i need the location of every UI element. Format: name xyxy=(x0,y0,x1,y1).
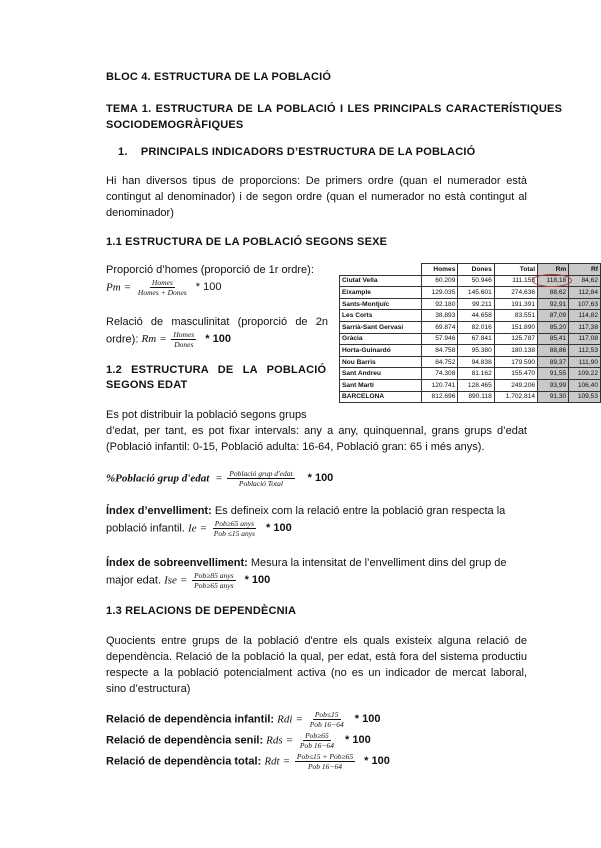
col-header-homes: Homes xyxy=(422,264,458,276)
table-cell-rm: 91,55 xyxy=(538,368,569,380)
sub11-title: 1.1 ESTRUCTURA DE LA POBLACIÓ SEGONS SEXE xyxy=(106,236,388,248)
table-row xyxy=(340,379,601,391)
dependencia-senil-multiplier: * 100 xyxy=(345,734,371,747)
sub12-title-line1: 1.2 ESTRUCTURA DE LA POBLACIÓ xyxy=(106,364,327,376)
table-cell-homes: 812.696 xyxy=(422,391,458,403)
table-row xyxy=(340,333,601,345)
tema-title-line2: SOCIODEMOGRÀFIQUES xyxy=(106,119,244,131)
table-corner xyxy=(340,264,422,276)
table-cell-dones: 145.601 xyxy=(458,287,494,299)
dependencia-senil-lhs: Rds xyxy=(266,734,283,747)
tema-title xyxy=(106,101,563,133)
dependencia-infantil: Relació de dependència infantil: Rdi = $\frac{\text{Pob≤15}}{\text{Pob 16−64}}$ * 100 xyxy=(106,710,381,729)
pm-multiplier: * 100 xyxy=(195,281,222,294)
table-cell-homes: 84.758 xyxy=(422,345,458,357)
table-cell-rm: 118,18 xyxy=(538,275,569,287)
table-header-row xyxy=(340,264,601,276)
table-cell-district: Horta-Guinardó xyxy=(340,345,422,357)
pct-formula: %Població grup d'edat = $\frac{\text{Població grup d'edat}}{\text{Població Total}}$ * 100 xyxy=(106,469,334,488)
table-cell-rf: 109,22 xyxy=(569,368,601,380)
sub12-title xyxy=(106,363,328,393)
table-cell-total: 155.470 xyxy=(494,368,537,380)
pct-fraction xyxy=(227,469,294,488)
table-cell-district: Eixample xyxy=(340,287,422,299)
table-cell-total: 249.206 xyxy=(494,379,537,391)
table-cell-district: Ciutat Vella xyxy=(340,275,422,287)
table-cell-rf: 117,08 xyxy=(569,333,601,345)
table-cell-rm: 93,99 xyxy=(538,379,569,391)
dependencia-infantil-lhs: Rdi xyxy=(277,713,293,726)
table-cell-rf: 112,84 xyxy=(569,287,601,299)
sub12-para-rest: d’edat, per tant, es pot fixar intervals: any a any, quinquennal, grans grups d’edat (Població infantil: 0-15, Població adulta: 16-64, Població gran: 65 i més anys). xyxy=(106,425,527,453)
table-cell-rf: 84,62 xyxy=(569,275,601,287)
table-cell-homes: 69.874 xyxy=(422,321,458,333)
table-cell-total: 151.890 xyxy=(494,321,537,333)
table-cell-total: 180.138 xyxy=(494,345,537,357)
dependencia-senil: Relació de dependència senil: Rds = $\frac{\text{Pob≥65}}{\text{Pob 16−64}}$ * 100 xyxy=(106,731,371,750)
section1-heading xyxy=(118,146,475,158)
table-row xyxy=(340,368,601,380)
table-cell-rf: 111,90 xyxy=(569,356,601,368)
table-cell-total: 111.155 xyxy=(494,275,537,287)
dependencia-total-numerator: Pob≤15 + Pob≥65 xyxy=(296,752,354,761)
table-cell-rm: 85,20 xyxy=(538,321,569,333)
envelliment-text2: població infantil. xyxy=(106,522,185,535)
table-row xyxy=(340,298,601,310)
table-cell-district: Sants-Montjuïc xyxy=(340,298,422,310)
dependencia-total-lhs: Rdt xyxy=(264,755,280,768)
dependencia-total-denominator: Pob 16−64 xyxy=(307,762,342,771)
highlight-circle xyxy=(532,274,572,287)
table-cell-dones: 44.658 xyxy=(458,310,494,322)
pm-numerator: Homes xyxy=(151,278,173,287)
table-row xyxy=(340,310,601,322)
table-cell-homes: 74.308 xyxy=(422,368,458,380)
dependencia-senil-denominator: Pob 16−64 xyxy=(299,741,334,750)
pct-lhs: %Població grup d'edat xyxy=(106,472,210,485)
col-header-total: Total xyxy=(494,264,537,276)
pm-fraction xyxy=(136,278,189,297)
sobreenvelliment-fraction xyxy=(192,571,235,590)
sobreenvelliment-paragraph: Índex de sobreenvelliment: Mesura la intensitat de l’envelliment dins del grup de major edat. Ise = $\frac{\text{Pob≥85 anys}}{\text{Pob≥65 anys}}$ * 100 xyxy=(106,557,507,590)
pm-formula: Pm = $\frac{\text{Homes}}{\text{Homes + Dones}}$ * 100 xyxy=(106,278,222,297)
table-row xyxy=(340,321,601,333)
rm-lhs: Rm xyxy=(141,333,157,346)
table-cell-homes: 38.893 xyxy=(422,310,458,322)
table-cell-rm: 89,37 xyxy=(538,356,569,368)
table-cell-homes: 84.752 xyxy=(422,356,458,368)
table-cell-district: Sant Martí xyxy=(340,379,422,391)
table-cell-rf: 114,82 xyxy=(569,310,601,322)
table-cell-district: Sant Andreu xyxy=(340,368,422,380)
col-header-rm: Rm xyxy=(538,264,569,276)
envelliment-label: Índex d’envelliment: xyxy=(106,505,212,517)
table-cell-dones: 67.841 xyxy=(458,333,494,345)
table-cell-dones: 50.946 xyxy=(458,275,494,287)
table-cell-district: BARCELONA xyxy=(340,391,422,403)
table-cell-district: Les Corts xyxy=(340,310,422,322)
table-cell-rm: 85,41 xyxy=(538,333,569,345)
pm-denominator: Homes + Dones xyxy=(137,288,187,297)
dependencia-infantil-label: Relació de dependència infantil: xyxy=(106,713,275,726)
sobreenvelliment-numerator: Pob≥85 anys xyxy=(194,571,234,580)
table-cell-dones: 81.162 xyxy=(458,368,494,380)
sobreenvelliment-text1: Mesura la intensitat de l’envelliment dins del grup de xyxy=(250,557,507,569)
table-cell-total: 274.636 xyxy=(494,287,537,299)
pct-multiplier: * 100 xyxy=(307,472,334,485)
table-cell-homes: 57.946 xyxy=(422,333,458,345)
table-cell-district: Sarrià-Sant Gervasi xyxy=(340,321,422,333)
envelliment-paragraph: Índex d’envelliment: Es defineix com la relació entre la població gran respecta la població infantil. Ie = $\frac{\text{Pob≥65 anys}}{\text{Pob ≤15 anys}}$ * 100 xyxy=(106,505,506,538)
pct-denominator: Població Total xyxy=(238,479,283,488)
sobreenvelliment-denominator: Pob≥65 anys xyxy=(194,581,234,590)
sub12-title-line2: SEGONS EDAT xyxy=(106,379,188,391)
envelliment-numerator: Pob≥65 anys xyxy=(214,519,255,528)
table-cell-dones: 95.380 xyxy=(458,345,494,357)
table-row xyxy=(340,345,601,357)
table-row xyxy=(340,287,601,299)
dependencia-total: Relació de dependència total: Rdt = $\frac{\text{Pob≤15 + Pob≥65}}{\text{Pob 16−64}}$ * 100 xyxy=(106,752,390,771)
population-table-wrapper xyxy=(339,263,598,403)
envelliment-fraction xyxy=(212,519,257,538)
envelliment-denominator: Pob ≤15 anys xyxy=(213,529,255,538)
table-cell-rm: 91,30 xyxy=(538,391,569,403)
col-header-rf: Rf xyxy=(569,264,601,276)
sub13-para: Quocients entre grups de la població d'entre els quals existeix alguna relació de dependència. Relació de la població la qual, per edat, està fora del sistema productiu respecte a la població potencialment activa (no es un indicador de mercat laboral, sino d’estructura) xyxy=(106,635,527,695)
table-cell-total: 125.787 xyxy=(494,333,537,345)
sub12-para-line1: Es pot distribuir la població segons grups xyxy=(106,409,307,421)
dependencia-senil-fraction xyxy=(298,731,336,750)
dependencia-infantil-fraction xyxy=(308,710,346,729)
dependencia-senil-label: Relació de dependència senil: xyxy=(106,734,264,747)
table-cell-dones: 94.838 xyxy=(458,356,494,368)
table-cell-district: Gràcia xyxy=(340,333,422,345)
table-cell-rf: 106,40 xyxy=(569,379,601,391)
sobreenvelliment-multiplier: * 100 xyxy=(244,574,271,587)
dependencia-total-fraction xyxy=(295,752,355,771)
pct-numerator: Població grup d'edat xyxy=(229,469,293,478)
rm-paragraph xyxy=(106,314,328,349)
dependencia-senil-numerator: Pob≥65 xyxy=(305,731,329,740)
table-cell-total: 1.702.814 xyxy=(494,391,537,403)
rm-denominator: Dones xyxy=(174,340,194,349)
table-cell-homes: 129.035 xyxy=(422,287,458,299)
dependencia-infantil-numerator: Pob≤15 xyxy=(314,710,339,719)
table-cell-homes: 120.741 xyxy=(422,379,458,391)
table-cell-homes: 92.180 xyxy=(422,298,458,310)
tema-title-line1: TEMA 1. ESTRUCTURA DE LA POBLACIÓ I LES PRINCIPALS CARACTERÍSTIQUES xyxy=(106,103,563,115)
bloc-title: BLOC 4. ESTRUCTURA DE LA POBLACIÓ xyxy=(106,71,332,83)
table-cell-rf: 107,63 xyxy=(569,298,601,310)
rm-formula: Rm = $\frac{\text{Homes}}{\text{Dones}}$ * 100 xyxy=(141,330,231,349)
table-cell-rf: 112,53 xyxy=(569,345,601,357)
table-row xyxy=(340,356,601,368)
pm-text: Proporció d’homes (proporció de 1r ordre): xyxy=(106,264,314,276)
section1-title: PRINCIPALS INDICADORS D’ESTRUCTURA DE LA POBLACIÓ xyxy=(140,146,476,158)
table-cell-rm: 88,86 xyxy=(538,345,569,357)
table-cell-rm: 88,62 xyxy=(538,287,569,299)
dependencia-infantil-denominator: Pob 16−64 xyxy=(309,720,344,729)
table-cell-total: 179.590 xyxy=(494,356,537,368)
dependencia-total-multiplier: * 100 xyxy=(364,755,390,768)
table-cell-rm: 87,09 xyxy=(538,310,569,322)
envelliment-multiplier: * 100 xyxy=(266,522,292,535)
col-header-dones: Dones xyxy=(458,264,494,276)
table-cell-total: 83.551 xyxy=(494,310,537,322)
rm-fraction xyxy=(171,330,196,349)
table-row xyxy=(340,391,601,403)
sobreenvelliment-label: Índex de sobreenvelliment: xyxy=(106,557,248,569)
rm-multiplier: * 100 xyxy=(205,333,231,346)
dependencia-infantil-multiplier: * 100 xyxy=(354,713,381,726)
table-cell-dones: 890.118 xyxy=(458,391,494,403)
pm-lhs: Pm xyxy=(106,281,121,294)
sobreenvelliment-text2: major edat. xyxy=(106,574,162,587)
table-cell-dones: 82.016 xyxy=(458,321,494,333)
sub13-title: 1.3 RELACIONS DE DEPENDÈCNIA xyxy=(106,605,297,617)
table-cell-homes: 60.209 xyxy=(422,275,458,287)
rm-text: Relació de masculinitat (proporció de 2n ordre): xyxy=(106,316,328,346)
table-cell-dones: 99.211 xyxy=(458,298,494,310)
table-cell-rf: 117,38 xyxy=(569,321,601,333)
dependencia-total-label: Relació de dependència total: xyxy=(106,755,262,768)
sobreenvelliment-lhs: Ise xyxy=(164,574,177,587)
envelliment-text1: Es defineix com la relació entre la població gran respecta la xyxy=(214,505,506,517)
section1-number: 1. xyxy=(118,146,128,158)
table-cell-dones: 128.465 xyxy=(458,379,494,391)
section1-intro: Hi han diversos tipus de proporcions: De primers ordre (quan el numerador està contingut al denominador) i de segon ordre (quan el numerador no està contingut al denominador) xyxy=(106,175,527,219)
table-cell-district: Nou Barris xyxy=(340,356,422,368)
table-cell-rf: 109,53 xyxy=(569,391,601,403)
table-cell-rm: 92,91 xyxy=(538,298,569,310)
rm-numerator: Homes xyxy=(173,330,195,339)
envelliment-lhs: Ie xyxy=(187,522,197,535)
table-cell-total: 191.391 xyxy=(494,298,537,310)
